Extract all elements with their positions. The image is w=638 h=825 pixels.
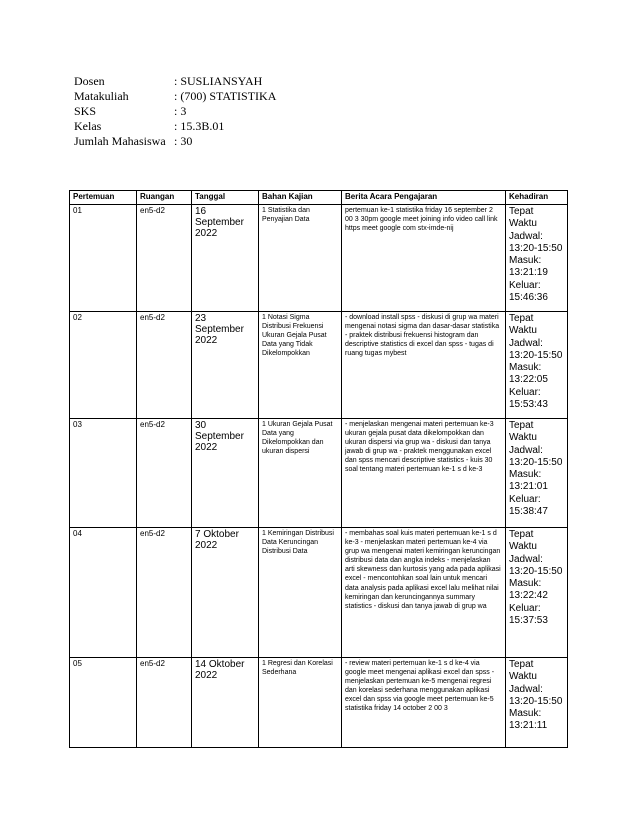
cell-ruangan: en5-d2 (137, 528, 192, 658)
cell-pertemuan: 02 (70, 312, 137, 419)
cell-tanggal: 14 Oktober 2022 (192, 658, 259, 748)
table-row (70, 312, 568, 419)
info-value: : 3 (174, 104, 187, 118)
info-value: : 30 (174, 134, 193, 148)
cell-kehadiran: Tepat Waktu Jadwal: 13:20-15:50 Masuk: 13:21:11 (506, 658, 568, 748)
cell-tanggal: 16 September 2022 (192, 205, 259, 312)
cell-berita-acara: - review materi pertemuan ke-1 s d ke-4 via google meet mengenai aplikasi excel dan spss - menjelaskan pertemuan ke-5 mengenai regresi dan korelasi sederhana menggunakan aplikasi excel dan spss via google meet pertemuan ke-5 statistika friday 14 october 2 00 3 (342, 658, 506, 748)
info-value: : (700) STATISTIKA (174, 89, 277, 103)
info-label: Matakuliah (74, 89, 129, 103)
cell-bahan-kajian: 1 Kemiringan Distribusi Data Keruncingan Distribusi Data (259, 528, 342, 658)
table-row (70, 658, 568, 748)
cell-pertemuan: 04 (70, 528, 137, 658)
cell-ruangan: en5-d2 (137, 658, 192, 748)
header-berita-acara: Berita Acara Pengajaran (342, 191, 506, 205)
info-row-jumlah-mahasiswa (74, 134, 276, 149)
cell-bahan-kajian: 1 Statistika dan Penyajian Data (259, 205, 342, 312)
info-label: Kelas (74, 119, 102, 133)
cell-berita-acara: - membahas soal kuis materi pertemuan ke-1 s d ke-3 - menjelaskan materi pertemuan ke-4 via grup wa mengenai materi kemiringan keruncingan distribusi data dan angka indeks - menjelaskan arti skewness dan kurtosis yang ada pada aplikasi excel - mencontohkan soal lain untuk mencari data analysis pada aplikasi excel lalu melihat nilai kemiringan dan keruncingannya summary statistics - diskusi dan tanya jawab di grup wa (342, 528, 506, 658)
attendance-table (69, 190, 568, 748)
cell-pertemuan: 01 (70, 205, 137, 312)
cell-kehadiran: Tepat Waktu Jadwal: 13:20-15:50 Masuk: 13:22:05 Keluar: 15:53:43 (506, 312, 568, 419)
info-value: : SUSLIANSYAH (174, 74, 263, 88)
cell-kehadiran: Tepat Waktu Jadwal: 13:20-15:50 Masuk: 13:21:01 Keluar: 15:38:47 (506, 419, 568, 528)
info-value: : 15.3B.01 (174, 119, 225, 133)
table-row (70, 419, 568, 528)
cell-berita-acara: - download install spss - diskusi di grup wa materi mengenai notasi sigma dan dasar-dasar statistika - praktek distribusi frekuensi histogram dan descriptive statistics di excel dan spss - tugas di ruang tugas mybest (342, 312, 506, 419)
cell-tanggal: 23 September 2022 (192, 312, 259, 419)
info-label: SKS (74, 104, 97, 118)
cell-kehadiran: Tepat Waktu Jadwal: 13:20-15:50 Masuk: 13:22:42 Keluar: 15:37:53 (506, 528, 568, 658)
info-label: Jumlah Mahasiswa (74, 134, 166, 148)
header-kehadiran: Kehadiran (506, 191, 568, 205)
info-row-matakuliah (74, 89, 276, 104)
cell-berita-acara: - menjelaskan mengenai materi pertemuan ke-3 ukuran gejala pusat data dikelompokkan dan ukuran dispersi via grup wa - diskusi dan tanya jawab di grup wa - praktek menggunakan excel dan spss mencari descriptive statistics - kuis 30 soal tentang materi pertemuan ke-1 s d ke-3 (342, 419, 506, 528)
cell-berita-acara: pertemuan ke-1 statistika friday 16 september 2 00 3 30pm google meet joining info video call link https meet google com stx-imde-nij (342, 205, 506, 312)
info-row-dosen (74, 74, 276, 89)
header-tanggal: Tanggal (192, 191, 259, 205)
cell-kehadiran: Tepat Waktu Jadwal: 13:20-15:50 Masuk: 13:21:19 Keluar: 15:46:36 (506, 205, 568, 312)
cell-tanggal: 30 September 2022 (192, 419, 259, 528)
header-bahan-kajian: Bahan Kajian (259, 191, 342, 205)
header-ruangan: Ruangan (137, 191, 192, 205)
cell-ruangan: en5-d2 (137, 312, 192, 419)
info-row-kelas (74, 119, 276, 134)
info-row-sks (74, 104, 276, 119)
cell-tanggal: 7 Oktober 2022 (192, 528, 259, 658)
header-pertemuan: Pertemuan (70, 191, 137, 205)
cell-pertemuan: 05 (70, 658, 137, 748)
cell-bahan-kajian: 1 Notasi Sigma Distribusi Frekuensi Ukuran Gejala Pusat Data yang Tidak Dikelompokkan (259, 312, 342, 419)
cell-ruangan: en5-d2 (137, 205, 192, 312)
table-row (70, 205, 568, 312)
cell-bahan-kajian: 1 Regresi dan Korelasi Sederhana (259, 658, 342, 748)
course-info (74, 74, 276, 149)
cell-ruangan: en5-d2 (137, 419, 192, 528)
info-label: Dosen (74, 74, 105, 88)
cell-bahan-kajian: 1 Ukuran Gejala Pusat Data yang Dikelompokkan dan ukuran dispersi (259, 419, 342, 528)
table-header-row (70, 191, 568, 205)
table-row (70, 528, 568, 658)
cell-pertemuan: 03 (70, 419, 137, 528)
